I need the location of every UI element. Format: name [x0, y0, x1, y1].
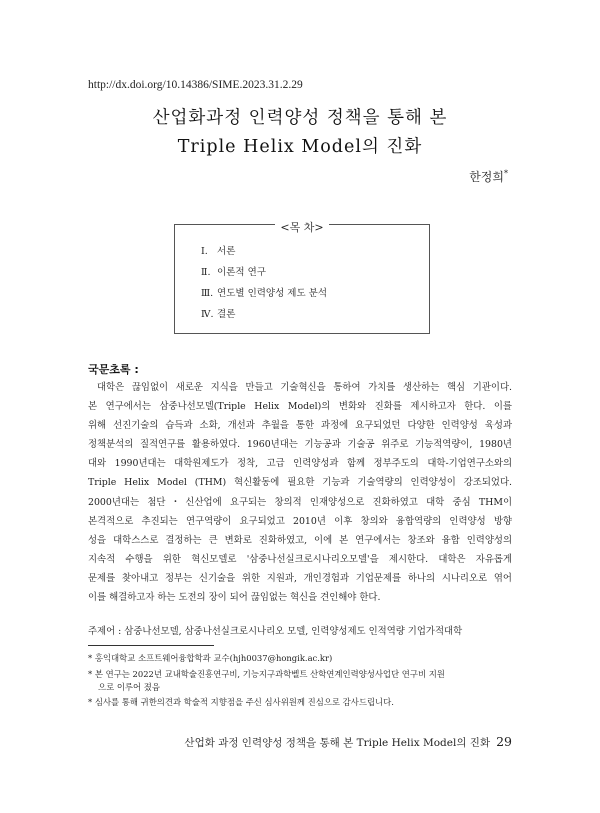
footnote-funding-line: 으로 이루어 졌음	[98, 682, 160, 692]
author	[469, 168, 508, 185]
abstract-line: 본격적으로 추진되는 연구역량이 요구되었고 2010년 이후 창의와 융합역량의 인력양성 방향	[88, 515, 512, 527]
toc-item-number: Ⅰ.	[201, 246, 208, 257]
toc-item	[201, 245, 327, 266]
toc-item-number: Ⅲ.	[201, 288, 214, 299]
title-line-2: Triple Helix Model의 진화	[177, 137, 423, 157]
doi-link[interactable]: http://dx.doi.org/10.14386/SIME.2023.31.2.29	[88, 79, 303, 91]
toc-item-label: 결론	[217, 309, 236, 320]
abstract-label: 국문초록 :	[88, 363, 139, 376]
toc-item	[201, 308, 327, 329]
footnote-divider	[88, 645, 214, 646]
abstract-body	[88, 378, 512, 607]
running-footer	[184, 734, 512, 750]
abstract-line: 2000년대는 첨단・신산업에 요구되는 창의적 인재양성으로 진화하였고 대학 중심 THM이	[88, 496, 512, 508]
toc-item-number: Ⅳ.	[201, 309, 214, 320]
abstract-line: 이를 해결하고자 하는 도전의 장이 되어 끊임없는 혁신을 견인해야 한다.	[88, 592, 381, 604]
abstract-line: 대와 1990년대는 대학원제도가 정착, 고급 인력양성과 함께 정부주도의 대학-기업연구소와의	[88, 458, 512, 470]
abstract-line: 본 연구에서는 삼중나선모델(Triple Helix Model)의 변화와 진화를 제시하고자 한다. 이를	[88, 401, 512, 413]
abstract-line: 위해 선진기술의 습득과 소화, 개선과 추월을 통한 과정에 요구되었던 다양한 인력양성 육성과	[88, 420, 512, 432]
toc-item-label: 이론적 연구	[217, 267, 266, 278]
abstract-line: 지속적 수행을 위한 혁신모델로 '삼중나선실크로시나리오모델'을 제시한다. 대학은 자유롭게	[88, 553, 512, 565]
running-footer-text: 산업화 과정 인력양성 정책을 통해 본 Triple Helix Model의 진화	[184, 737, 491, 749]
author-footnote-mark: *	[504, 169, 508, 178]
page-number: 29	[496, 734, 512, 749]
abstract-line: 정책분석의 질적연구를 활용하였다. 1960년대는 기능공과 기술공 위주로 기능적역량이, 1980년	[88, 439, 512, 451]
footnote-affiliation: * 홍익대학교 소프트웨어융합학과 교수(hjh0037@hongik.ac.kr)	[88, 653, 333, 663]
footnote-funding-line: * 본 연구는 2022년 교내학술진흥연구비, 기능지구과학벨트 산학연계인력양성사업단 연구비 지원	[88, 669, 445, 679]
toc-item-number: Ⅱ.	[201, 267, 211, 278]
abstract-line: 대학은 끊임없이 새로운 지식을 만들고 기술혁신을 통하여 가치를 생산하는 핵심 기관이다.	[97, 382, 512, 393]
table-of-contents	[174, 221, 430, 334]
abstract-line: 성을 대학스스로 결정하는 큰 변화로 진화하였고, 이에 본 연구에서는 창조와 융합 인력양성의	[88, 534, 512, 546]
keywords: 주제어 : 삼중나선모델, 삼중나선실크로시나리오 모델, 인력양성제도 인적역량 기업가적대학	[88, 626, 463, 637]
footnote-funding	[88, 668, 445, 694]
title-line-1: 산업화과정 인력양성 정책을 통해 본	[152, 108, 448, 128]
author-name: 한정희	[469, 170, 504, 184]
toc-item-label: 연도별 인력양성 제도 분석	[217, 288, 328, 299]
abstract-line: 문제를 찾아내고 정부는 신기술을 위한 지원과, 개인경험과 기업문제를 하나의 시나리오로 엮어	[88, 572, 512, 584]
toc-item	[201, 287, 327, 308]
toc-item-label: 서론	[217, 246, 236, 257]
footnote-acknowledgement: * 심사를 통해 귀한의견과 학술적 지향점을 주신 심사위원께 진심으로 감사드립니다.	[88, 697, 394, 707]
abstract-line: Triple Helix Model (THM) 혁신활동에 필요한 기능과 기술역량의 인력양성이 강조되었다.	[88, 477, 512, 489]
toc-title: <목 차>	[275, 221, 328, 234]
toc-item	[201, 266, 327, 287]
